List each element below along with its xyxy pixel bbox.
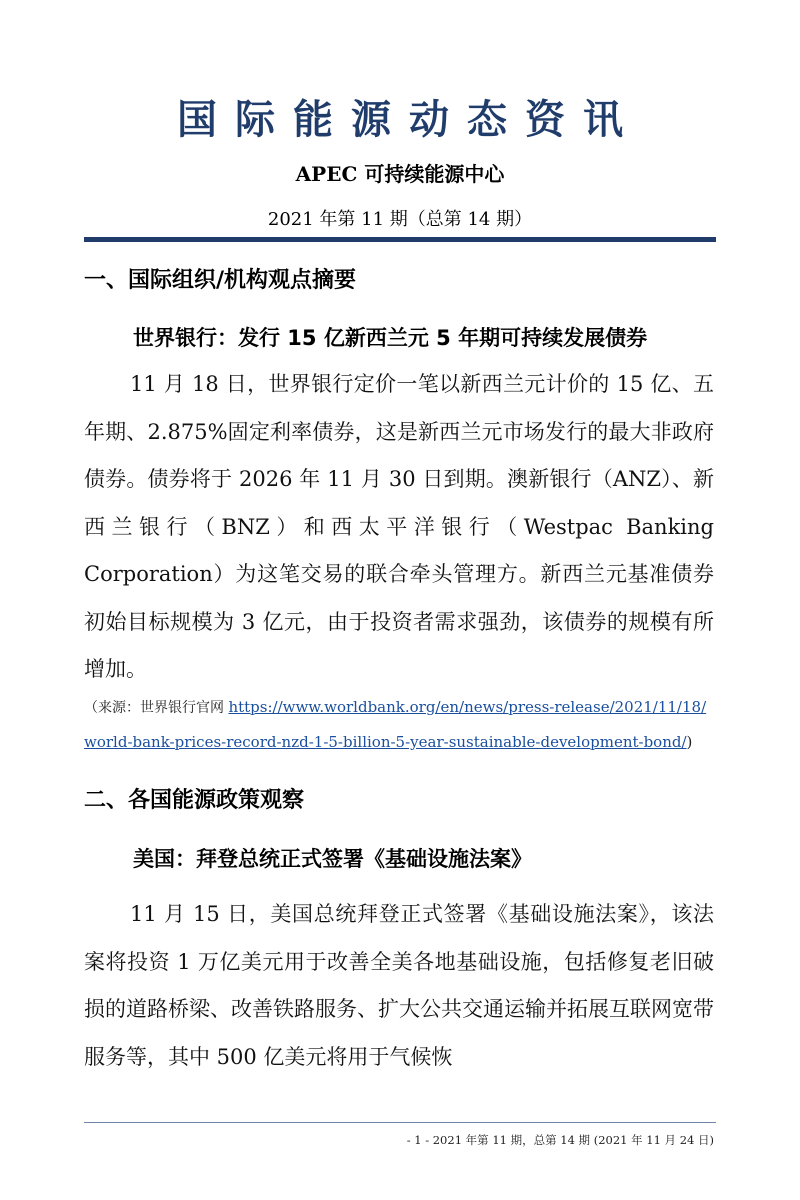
article-body-1: 11 月 18 日，世界银行定价一笔以新西兰元计价的 15 亿、五年期、2.875%固定利率债券，这是新西兰元市场发行的最大非政府债券。债券将于 2026 年 11 月 30 日到期。澳新银行（ANZ）、新西兰银行（BNZ）和西太平洋银行（Westpac Banking Corporation）为这笔交易的联合牵头管理方。新西兰元基准债券初始目标规模为 3 亿元，由于投资者需求强劲，该债券的规模有所增加。 [84, 372, 714, 681]
article-body-2: 11 月 15 日，美国总统拜登正式签署《基础设施法案》，该法案将投资 1 万亿美元用于改善全美各地基础设施，包括修复老旧破损的道路桥梁、改善铁路服务、扩大公共交通运输并拓展互联网宽带服务等，其中 500 亿美元将用于气候恢 [84, 902, 714, 1069]
source-close: ) [686, 733, 693, 751]
issue-number: 2021 年第 11 期（总第 14 期） [267, 209, 533, 230]
page-footer: - 1 - 2021 年第 11 期，总第 14 期 (2021 年 11 月 24 日) [406, 1133, 714, 1147]
section-heading-2: 二、各国能源政策观察 [84, 788, 305, 813]
article-title-1: 世界银行：发行 15 亿新西兰元 5 年期可持续发展债券 [133, 326, 648, 350]
section-heading-1: 一、国际组织/机构观点摘要 [84, 268, 357, 293]
header-divider [84, 237, 716, 242]
footer-divider [84, 1122, 716, 1123]
article-source-1 [84, 690, 716, 759]
article-title-2: 美国：拜登总统正式签署《基础设施法案》 [133, 847, 532, 871]
source-link[interactable]: https://www.worldbank.org/en/news/press-release/2021/11/18/world-bank-prices-record-nzd-1-5-billion-5-year-sustainable-development-bond/ [84, 698, 707, 751]
organization-name: APEC 可持续能源中心 [295, 162, 505, 186]
masthead-title: 国际能源动态资讯 [177, 96, 641, 143]
source-label: （来源：世界银行官网 [84, 700, 229, 716]
